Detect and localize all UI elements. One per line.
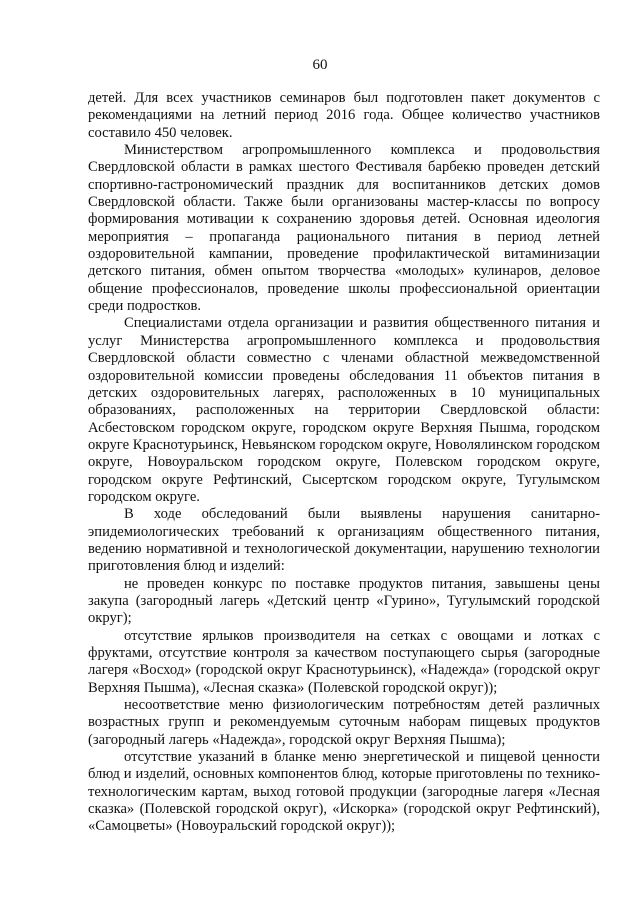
violation-item-menu: несоответствие меню физиологическим потребностям детей различных возрастных групп и рекомендуемым суточным наборам пищевых продуктов (загородный лагерь «Надежда», городской округ Верхняя Пышма);	[88, 697, 600, 748]
violation-item-labels: отсутствие ярлыков производителя на сетках с овощами и лотках с фруктами, отсутствие контроля за качеством поступающего сырья (загородные лагеря «Восход» (городской округ Краснотурьинск), «Надежда» (городской округ Верхняя Пышма), «Лесная сказка» (Полевской городской округ));	[88, 627, 600, 696]
violation-item-tender: не проведен конкурс по поставке продуктов питания, завышены цены закупа (загородный лагерь «Детский центр «Гурино», Тугулымский городской округ);	[88, 575, 600, 627]
paragraph-inspections: Специалистами отдела организации и развития общественного питания и услуг Министерства агропромышленного комплекса и продовольствия Свердловской области совместно с членами областной межведомственной оздоровительной комиссии проведены обследования 11 объектов питания в детских оздоровительных лагерях, расположенных в 10 муниципальных образованиях, расположенных на территории Свердловской области: Асбестовском городском округе, городском округе Верхняя Пышма, городском округе Краснотурьинск, Невьянском городском округе, Новолялинском городском округе, Новоуральском городском округе, Полевском городском округе, городском округе Рефтинский, Сысертском городском округе, Тугулымском городском округе.	[88, 315, 600, 505]
paragraph-violations-intro: В ходе обследований были выявлены нарушения санитарно-эпидемиологических требований к организациям общественного питания, ведению нормативной и технологической документации, нарушению технологии приготовления блюд и изделий:	[88, 506, 600, 575]
page-number: 60	[312, 57, 328, 73]
violation-item-menu-form: отсутствие указаний в бланке меню энергетической и пищевой ценности блюд и изделий, основных компонентов блюд, которые приготовлены по технико-технологическим картам, выход готовой продукции (загородные лагеря «Лесная сказка» (Полевской городской округ), «Искорка» (городской округ Рефтинский), «Самоцветы» (Новоуральский городской округ));	[88, 749, 600, 835]
document-body	[88, 90, 600, 836]
paragraph-seminars-continuation: детей. Для всех участников семинаров был подготовлен пакет документов с рекомендациями на летний период 2016 года. Общее количество участников составило 450 человек.	[88, 90, 600, 141]
paragraph-bbq-festival: Министерством агропромышленного комплекса и продовольствия Свердловской области в рамках шестого Фестиваля барбекю проведен детский спортивно-гастрономический праздник для воспитанников детских домов Свердловской области. Также были организованы мастер-классы по вопросу формирования мотивации к сохранению здоровья детей. Основная идеология мероприятия – пропаганда рационального питания в период летней оздоровительной кампании, проведение профилактической витаминизации детского питания, обмен опытом творчества «молодых» кулинаров, деловое общение профессионалов, проведение школы профессиональной ориентации среди подростков.	[88, 142, 600, 315]
